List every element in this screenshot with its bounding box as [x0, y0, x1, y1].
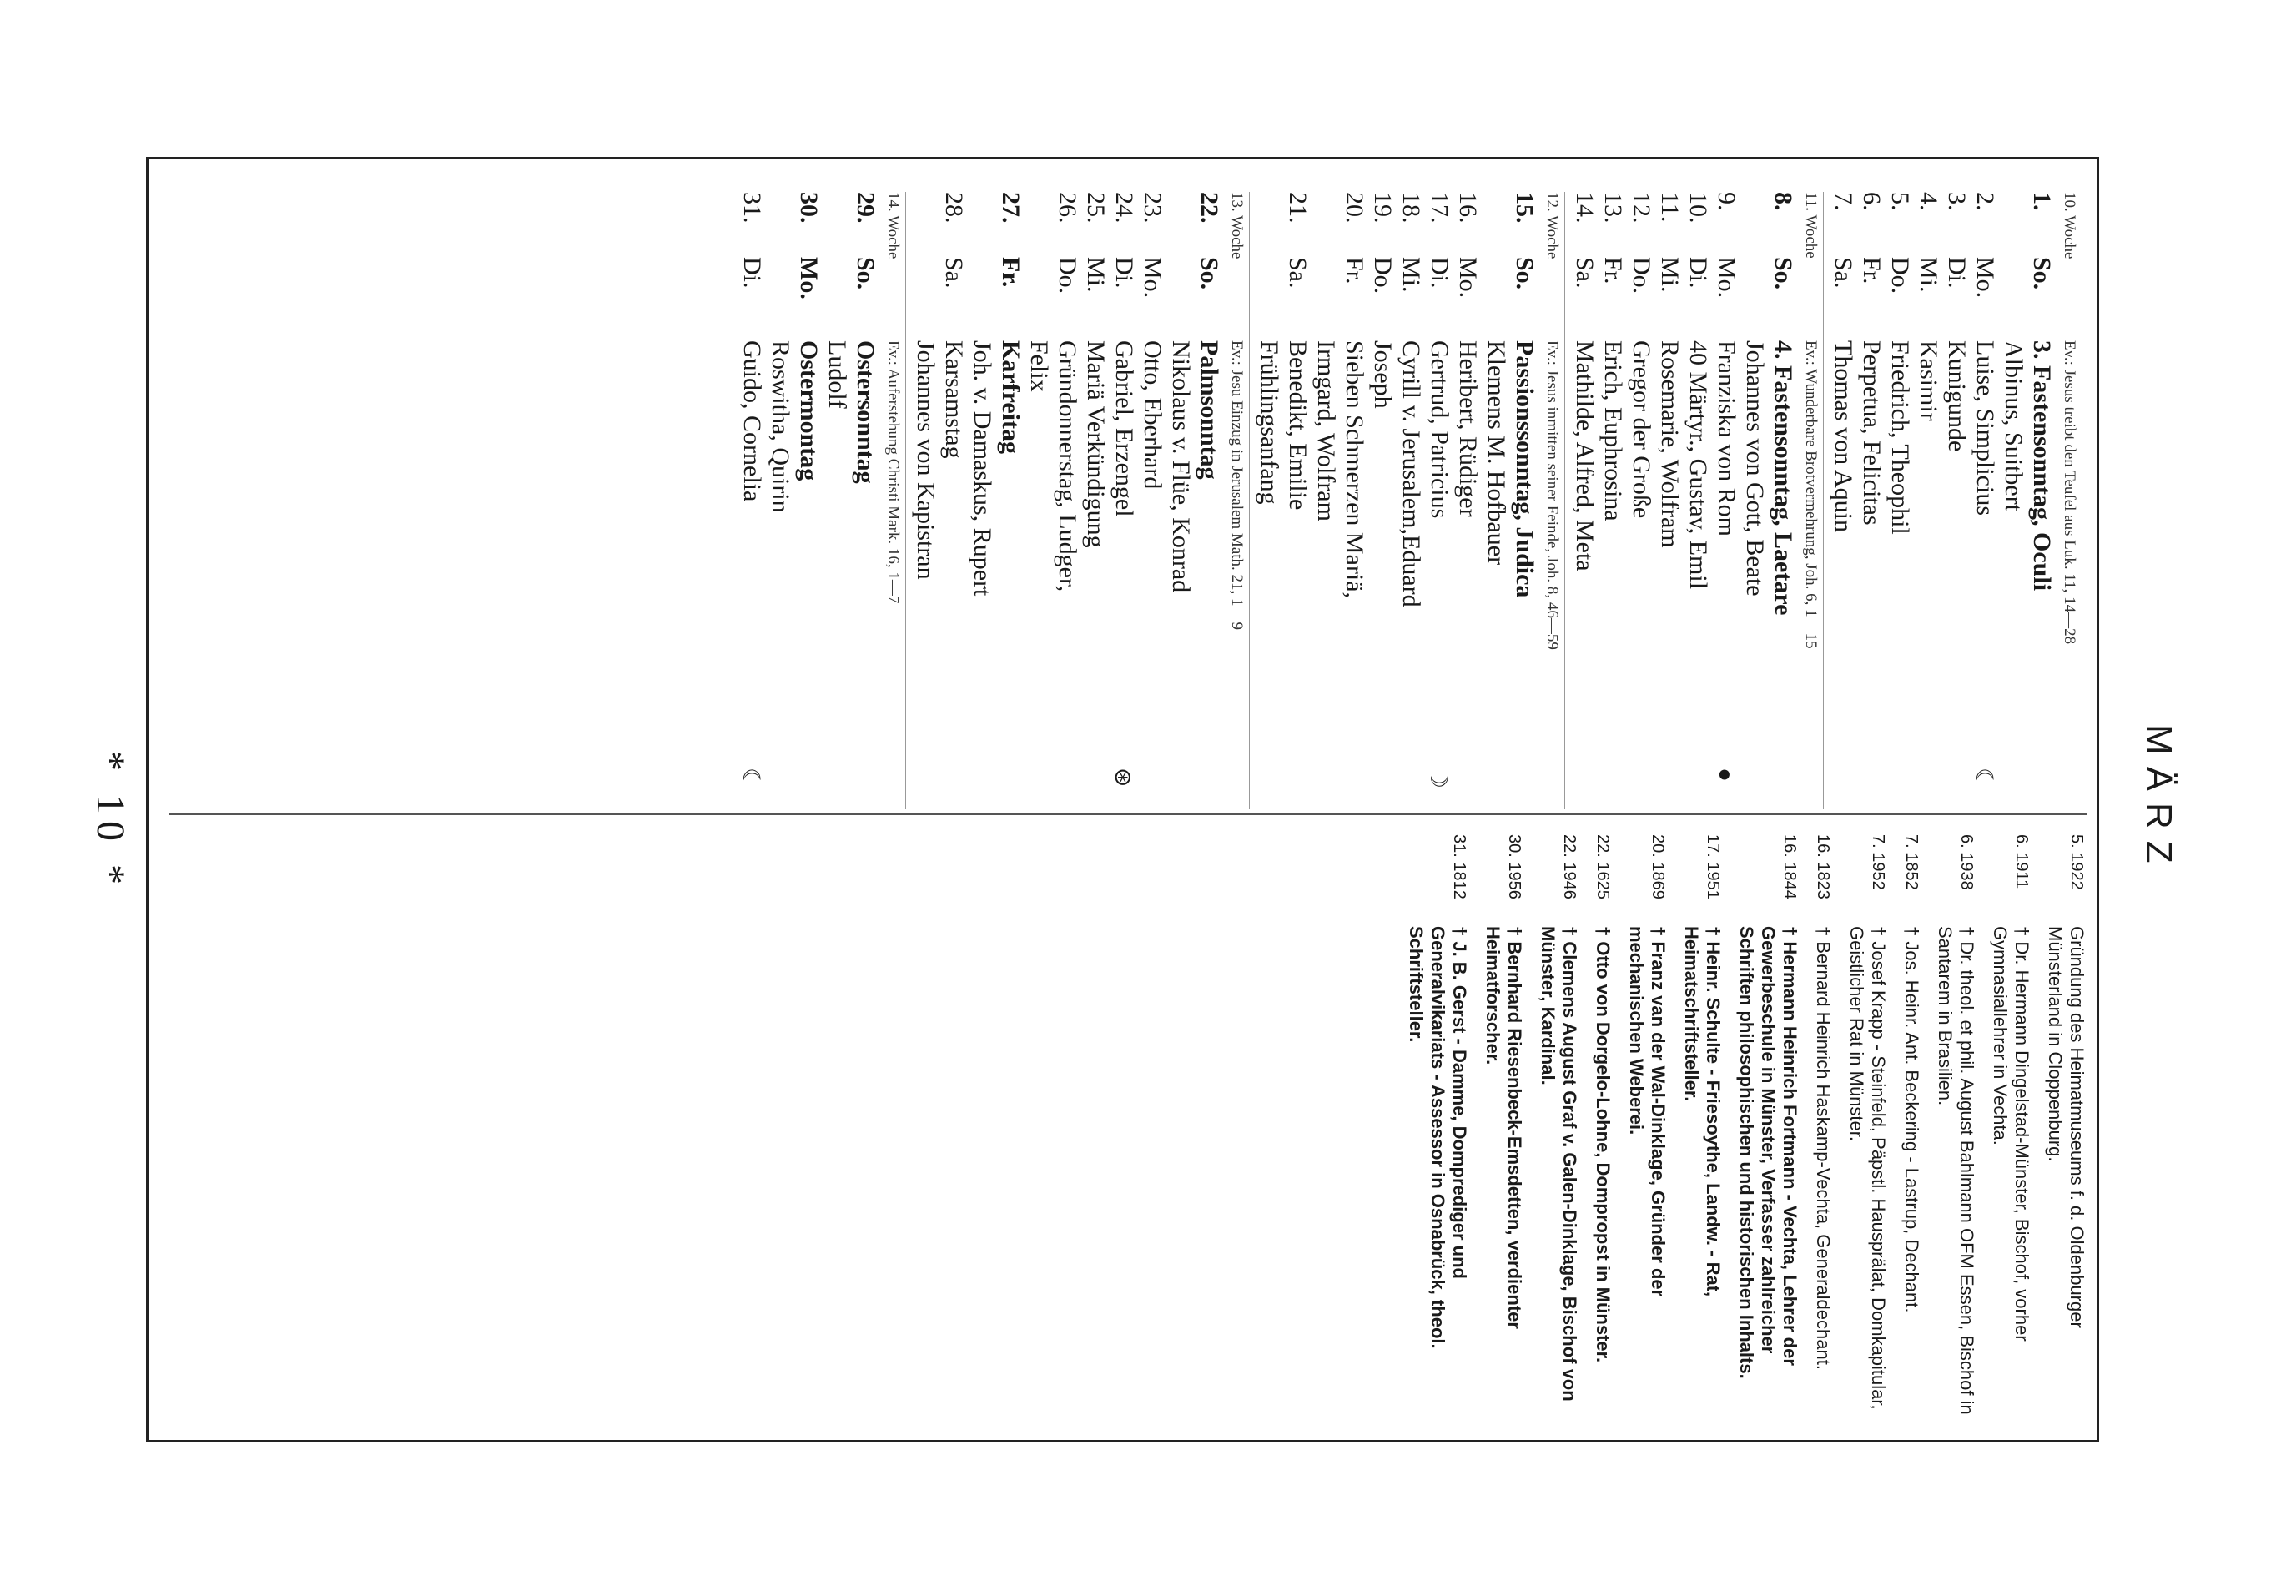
day-row	[1829, 192, 1857, 809]
day-row	[996, 192, 1025, 809]
day-number: 27.	[997, 192, 1025, 224]
saint-names: Luise, Simplicius	[1971, 340, 1999, 516]
day-row	[911, 192, 939, 809]
week-header	[884, 192, 906, 809]
day-row	[1340, 192, 1368, 809]
anniversary-text: † Dr. theol. et phil. August Bahlmann OFM Essen, Bischof in Santarem in Brasilien.	[1935, 926, 1977, 1415]
day-number: 29.	[852, 192, 879, 224]
anniversary-entry	[1845, 834, 1889, 1418]
day-row	[794, 192, 823, 809]
day-row	[1914, 192, 1942, 809]
day-row	[1740, 192, 1769, 809]
anniversary-text: † Bernhard Riesenbeck-Emsdetten, verdienter Heimatforscher.	[1483, 926, 1525, 1329]
saint-names: Kasimir	[1915, 340, 1942, 421]
anniversary-text: † Otto von Dorgelo-Lohne, Dompropst in Münster.	[1593, 926, 1614, 1363]
day-row	[1312, 192, 1340, 809]
weekday: Sa.	[1830, 257, 1857, 289]
day-row	[939, 192, 968, 809]
day-row	[1166, 192, 1195, 809]
day-list	[738, 192, 2087, 809]
moon-phase-icon: ☽	[1425, 768, 1451, 789]
anniversary-entry	[1901, 834, 1922, 1418]
day-number: 7.	[1830, 192, 1857, 211]
weekday: Mo.	[1971, 257, 1999, 299]
week-label: 14. Woche	[884, 192, 902, 259]
anniversary-date: 22. 1625	[1594, 834, 1612, 899]
moon-phase-icon: ⊛	[1110, 768, 1135, 788]
saint-names: Kunigunde	[1943, 340, 1971, 452]
anniversary-text: † Dr. Hermann Dingelstad-Münster, Bischof, vorher Gymnasiallehrer in Vechta.	[1990, 926, 2032, 1342]
day-row	[1999, 192, 2027, 809]
day-row	[1570, 192, 1599, 809]
anniversary-date: 31. 1812	[1450, 834, 1468, 899]
day-number: 17.	[1426, 192, 1453, 224]
saint-names: Erich, Euphrosina	[1599, 340, 1627, 521]
day-row	[766, 192, 794, 809]
day-number: 22.	[1196, 192, 1223, 224]
day-row	[1942, 192, 1971, 809]
saint-names: Guido, Cornelia	[738, 340, 766, 502]
anniversary-text: † Josef Krapp - Steinfeld, Päpstl. Hausprälat, Domkapitular, Geistlicher Rat in Münster.	[1846, 926, 1889, 1410]
saint-names: Ostermontag	[795, 340, 823, 481]
saint-names: Frühlingsanfang	[1256, 340, 1283, 505]
saint-names: Johannes von Gott, Beate	[1741, 340, 1769, 597]
day-number: 12.	[1628, 192, 1655, 224]
day-number: 15.	[1511, 192, 1538, 224]
weekday: Di.	[1110, 257, 1138, 289]
week-header	[1228, 192, 1250, 809]
day-row	[968, 192, 996, 809]
day-row	[1627, 192, 1655, 809]
day-row	[1599, 192, 1627, 809]
day-number: 23.	[1139, 192, 1166, 224]
day-number: 30.	[795, 192, 823, 224]
anniversary-text: † Hermann Heinrich Fortmann - Vechta, Lehrer der Gewerbeschule in Münster, Verfasser zahlreicher Schriften philosophischen und historischen Inhalts.	[1736, 926, 1800, 1379]
day-row	[2027, 192, 2056, 809]
saint-names: Mathilde, Alfred, Meta	[1571, 340, 1599, 571]
day-number: 14.	[1571, 192, 1599, 224]
week-gospel: Ev.: Auferstehung Christi Mark. 16, 1—7	[884, 340, 902, 604]
day-row	[1255, 192, 1283, 809]
day-number: 9.	[1713, 192, 1740, 211]
weekday: Di.	[738, 257, 766, 289]
saint-names: 3. Fastensonntag, Oculi	[2028, 340, 2056, 592]
weekday: So.	[2028, 257, 2056, 290]
anniversary-date: 16. 1823	[1814, 834, 1832, 899]
anniversary-date: 16. 1844	[1780, 834, 1799, 899]
anniversary-date: 7. 1852	[1902, 834, 1921, 890]
day-row	[1857, 192, 1886, 809]
anniversary-date: 7. 1952	[1869, 834, 1887, 890]
day-number: 2.	[1971, 192, 1999, 211]
anniversary-text: † Jos. Heinr. Ant. Beckering - Lastrup, Dechant.	[1901, 926, 1922, 1313]
saint-names: Friedrich, Theophil	[1886, 340, 1914, 535]
day-row	[1025, 192, 1053, 809]
day-row	[851, 192, 879, 809]
day-number: 28.	[940, 192, 968, 224]
weekday: Sa.	[1284, 257, 1312, 289]
week-header	[1543, 192, 1565, 809]
event-list	[1393, 834, 2087, 1418]
day-number: 16.	[1454, 192, 1482, 224]
day-number: 20.	[1341, 192, 1368, 224]
saint-names: Gründonnerstag, Ludger,	[1054, 340, 1081, 592]
weekday: Fr.	[1599, 257, 1627, 284]
weekday: Do.	[1054, 257, 1081, 295]
weekday: Mi.	[1915, 257, 1942, 293]
saint-names: Ludolf	[823, 340, 851, 409]
page-number: * 10 *	[88, 751, 133, 891]
anniversary-text: † Clemens August Graf v. Galen-Dinklage, Bischof von Münster, Kardinal.	[1538, 926, 1580, 1402]
week-label: 12. Woche	[1543, 192, 1561, 259]
anniversary-date: 17. 1951	[1704, 834, 1722, 899]
weekday: Mo.	[795, 257, 823, 300]
day-number: 8.	[1770, 192, 1797, 211]
anniversary-text: † Heinr. Schulte - Friesoythe, Landw. - Rat, Heimatschriftsteller.	[1681, 926, 1724, 1297]
weekday: So.	[1196, 257, 1223, 290]
saint-names: Nikolaus v. Flüe, Konrad	[1167, 340, 1195, 593]
saint-names: Joh. v. Damaskus, Rupert	[969, 340, 996, 597]
day-number: 6.	[1858, 192, 1886, 211]
column-divider	[169, 813, 2087, 815]
weekday: Fr.	[1858, 257, 1886, 284]
week-header	[1802, 192, 1824, 809]
week-gospel: Ev.: Jesus inmitten seiner Feinde, Joh. 8, 46—59	[1543, 340, 1561, 650]
weekday: Mi.	[1397, 257, 1425, 293]
day-number: 13.	[1599, 192, 1627, 224]
anniversary-date: 22. 1946	[1560, 834, 1578, 899]
day-number: 3.	[1943, 192, 1971, 211]
anniversary-text: Gründung des Heimatmuseums f. d. Oldenburger Münsterland in Cloppenburg.	[2045, 926, 2087, 1328]
weekday: So.	[1511, 257, 1538, 290]
weekday: Di.	[1426, 257, 1453, 289]
saint-names: Karsamstag	[940, 340, 968, 459]
weekday: Do.	[1369, 257, 1397, 295]
weekday: Fr.	[997, 257, 1025, 288]
anniversary-text: † Bernard Heinrich Haskamp-Vechta, Generaldechant.	[1813, 926, 1834, 1370]
moon-phase-icon: ●	[1712, 768, 1738, 782]
anniversary-entry	[1680, 834, 1724, 1418]
day-row	[1195, 192, 1223, 809]
saint-names: Thomas von Aquin	[1830, 340, 1857, 532]
day-row	[1453, 192, 1482, 809]
day-row	[738, 192, 766, 809]
saint-names: Passionssonntag, Judica	[1511, 340, 1538, 598]
day-row	[1138, 192, 1166, 809]
anniversary-entry	[1934, 834, 1977, 1418]
anniversary-entry	[1537, 834, 1580, 1418]
saint-names: Joseph	[1369, 340, 1397, 409]
weekday: Sa.	[1571, 257, 1599, 289]
weekday: Sa.	[940, 257, 968, 289]
week-header	[2061, 192, 2082, 809]
day-row	[1510, 192, 1538, 809]
saint-names: Rosemarie, Wolfram	[1656, 340, 1684, 548]
weekday: Di.	[1684, 257, 1712, 289]
anniversary-entry	[2044, 834, 2087, 1418]
saint-names: Johannes von Kapistran	[912, 340, 939, 580]
day-number: 11.	[1656, 192, 1684, 223]
anniversary-date: 6. 1911	[2012, 834, 2031, 889]
week-label: 10. Woche	[2061, 192, 2078, 259]
weekday: Do.	[1628, 257, 1655, 295]
day-number: 24.	[1110, 192, 1138, 224]
saint-names: Cyrill v. Jerusalem,Eduard	[1397, 340, 1425, 607]
day-number: 1.	[2028, 192, 2056, 211]
week-label: 11. Woche	[1802, 192, 1820, 259]
anniversary-text: † Franz van der Wal-Dinklage, Gründer der mechanischen Weberei.	[1626, 926, 1669, 1297]
anniversary-entry	[1735, 834, 1800, 1418]
saint-names: Otto, Eberhard	[1139, 340, 1166, 490]
saint-names: Gabriel, Erzengel	[1110, 340, 1138, 517]
moon-phase-icon: ☾	[1971, 768, 1996, 789]
weekday: Mo.	[1454, 257, 1482, 299]
day-number: 18.	[1397, 192, 1425, 224]
week-gospel: Ev.: Jesu Einzug in Jerusalem Math. 21, 1—9	[1228, 340, 1246, 631]
weekday: So.	[1770, 257, 1797, 290]
saint-names: Perpetua, Felicitas	[1858, 340, 1886, 526]
saint-names: Felix	[1025, 340, 1053, 392]
day-row	[1886, 192, 1914, 809]
saint-names: Heribert, Rüdiger	[1454, 340, 1482, 517]
saint-names: Albinus, Suitbert	[2000, 340, 2027, 512]
anniversary-date: 5. 1922	[2067, 834, 2086, 890]
day-row	[1482, 192, 1510, 809]
day-row	[1397, 192, 1425, 809]
saint-names: Irmgard, Wolfram	[1312, 340, 1340, 521]
saint-names: Franziska von Rom	[1713, 340, 1740, 536]
day-row	[1684, 192, 1712, 809]
saint-names: Mariä Verkündigung	[1082, 340, 1110, 548]
anniversary-entry	[1812, 834, 1834, 1418]
saint-names: Gertrud, Patricius	[1426, 340, 1453, 519]
saint-names: Gregor der Große	[1628, 340, 1655, 519]
saint-names: Karfreitag	[997, 340, 1025, 455]
day-number: 10.	[1684, 192, 1712, 224]
saint-names: Roswitha, Quirin	[767, 340, 794, 513]
anniversary-text: † J. B. Gerst - Damme, Domprediger und Generalvikariats - Assessor in Osnabrück, theol. Schriftsteller.	[1406, 926, 1470, 1349]
day-row	[1712, 192, 1740, 809]
day-row	[1971, 192, 1999, 809]
anniversary-entry	[1989, 834, 2032, 1418]
day-row	[1425, 192, 1453, 809]
weekday: Mo.	[1139, 257, 1166, 299]
moon-phase-icon: ☾	[738, 768, 763, 789]
saint-names: Palmsonntag	[1196, 340, 1223, 480]
day-number: 31.	[738, 192, 766, 224]
anniversary-date: 30. 1956	[1505, 834, 1523, 899]
anniversary-date: 6. 1938	[1957, 834, 1976, 890]
saint-names: Klemens M. Hofbauer	[1483, 340, 1510, 566]
week-label: 13. Woche	[1228, 192, 1246, 259]
anniversary-entry	[1405, 834, 1470, 1418]
anniversary-entry	[1482, 834, 1525, 1418]
page-title: MÄRZ	[2138, 724, 2179, 875]
anniversary-entry	[1625, 834, 1669, 1418]
saint-names: 4. Fastensonntag, Laetare	[1770, 340, 1797, 616]
saint-names: Benedikt, Emilie	[1284, 340, 1312, 511]
day-number: 19.	[1369, 192, 1397, 224]
weekday: So.	[852, 257, 879, 290]
day-number: 25.	[1082, 192, 1110, 224]
day-row	[823, 192, 851, 809]
day-row	[1769, 192, 1797, 809]
anniversary-date: 20. 1869	[1649, 834, 1667, 899]
day-row	[1053, 192, 1081, 809]
saint-names: 40 Märtyr., Gustav, Emil	[1684, 340, 1712, 590]
day-row	[1283, 192, 1312, 809]
week-gospel: Ev.: Wunderbare Brotvermehrung, Joh. 6, 1—15	[1802, 340, 1820, 649]
weekday: Mi.	[1082, 257, 1110, 293]
day-row	[1081, 192, 1110, 809]
saint-names: Sieben Schmerzen Mariä,	[1341, 340, 1368, 599]
day-row	[1110, 192, 1138, 809]
day-number: 26.	[1054, 192, 1081, 224]
day-number: 5.	[1886, 192, 1914, 211]
day-row	[1368, 192, 1397, 809]
weekday: Di.	[1943, 257, 1971, 289]
weekday: Do.	[1886, 257, 1914, 295]
day-number: 21.	[1284, 192, 1312, 224]
anniversary-entry	[1592, 834, 1614, 1418]
weekday: Mo.	[1713, 257, 1740, 299]
weekday: Fr.	[1341, 257, 1368, 284]
week-gospel: Ev.: Jesus treibt den Teufel aus Luk. 11, 14—28	[2061, 340, 2078, 645]
saint-names: Ostersonntag	[852, 340, 879, 484]
weekday: Mi.	[1656, 257, 1684, 293]
day-number: 4.	[1915, 192, 1942, 211]
day-row	[1655, 192, 1684, 809]
